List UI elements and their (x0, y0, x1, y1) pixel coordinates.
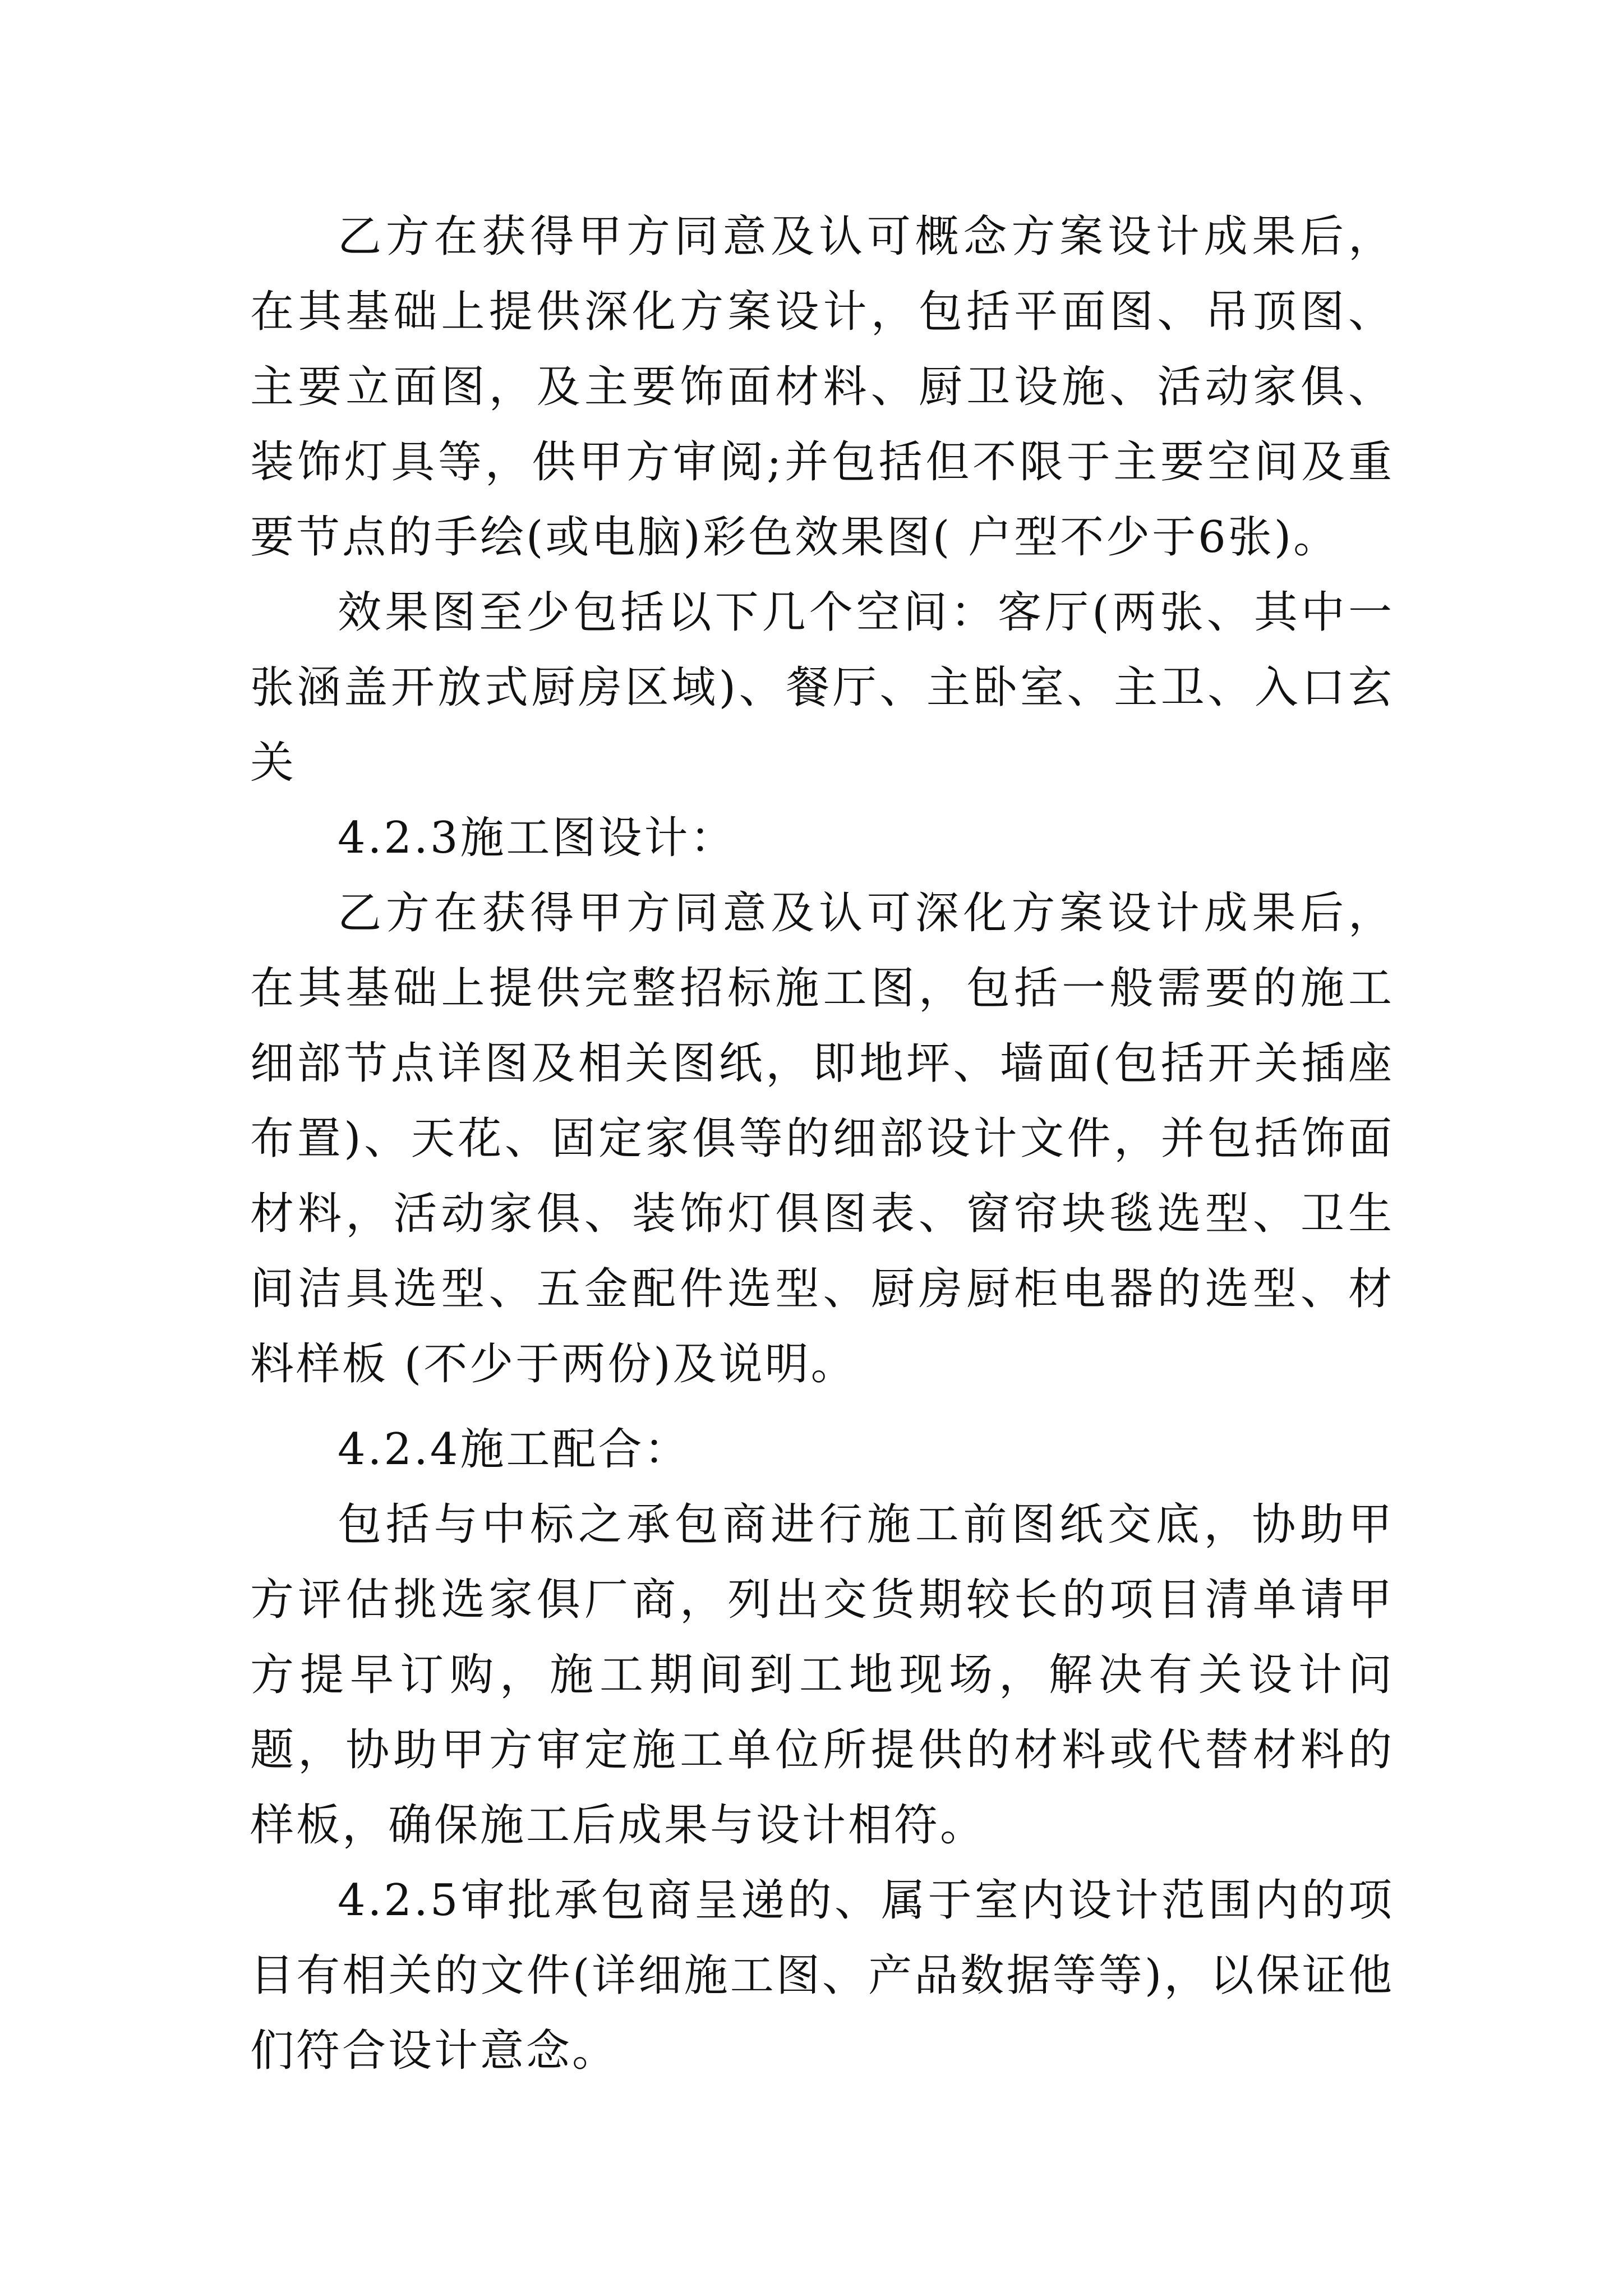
heading-construction-drawings: 4.2.3施工图设计： (338, 813, 736, 863)
paragraph-construction-coordination: 包括与中标之承包商进行施工前图纸交底，协助甲方评估挑选家俱厂商，列出交货期较长的项目清单请甲方提早订购，施工期间到工地现场，解决有关设计问题，协助甲方审定施工单位所提供的材料或代替材料的样板，确保施工后成果与设计相符。 (250, 1499, 1394, 1851)
paragraph-renderings: 效果图至少包括以下几个空间：客厅(两张、其中一张涵盖开放式厨房区域)、餐厅、主卧室、主卫、入口玄关 (250, 587, 1394, 788)
paragraph-contractor-review: 4.2.5审批承包商呈递的、属于室内设计范围内的项目有相关的文件(详细施工图、产品数据等等)，以保证他们符合设计意念。 (250, 1875, 1394, 2076)
paragraph-construction-drawings: 乙方在获得甲方同意及认可深化方案设计成果后，在其基础上提供完整招标施工图，包括一般需要的施工细部节点详图及相关图纸，即地坪、墙面(包括开关插座布置)、天花、固定家俱等的细部设计文件，并包括饰面材料，活动家俱、装饰灯俱图表、窗帘块毯选型、卫生间洁具选型、五金配件选型、厨房厨柜电器的选型、材料样板 (不少于两份)及说明。 (250, 888, 1394, 1389)
heading-construction-coordination: 4.2.4施工配合： (338, 1424, 690, 1475)
document-body (250, 199, 1394, 2088)
paragraph-concept-design: 乙方在获得甲方同意及认可概念方案设计成果后，在其基础上提供深化方案设计，包括平面图、吊顶图、主要立面图，及主要饰面材料、厨卫设施、活动家俱、装饰灯具等，供甲方审阅;并包括但不限于主要空间及重要节点的手绘(或电脑)彩色效果图( 户型不少于6张)。 (250, 211, 1394, 563)
